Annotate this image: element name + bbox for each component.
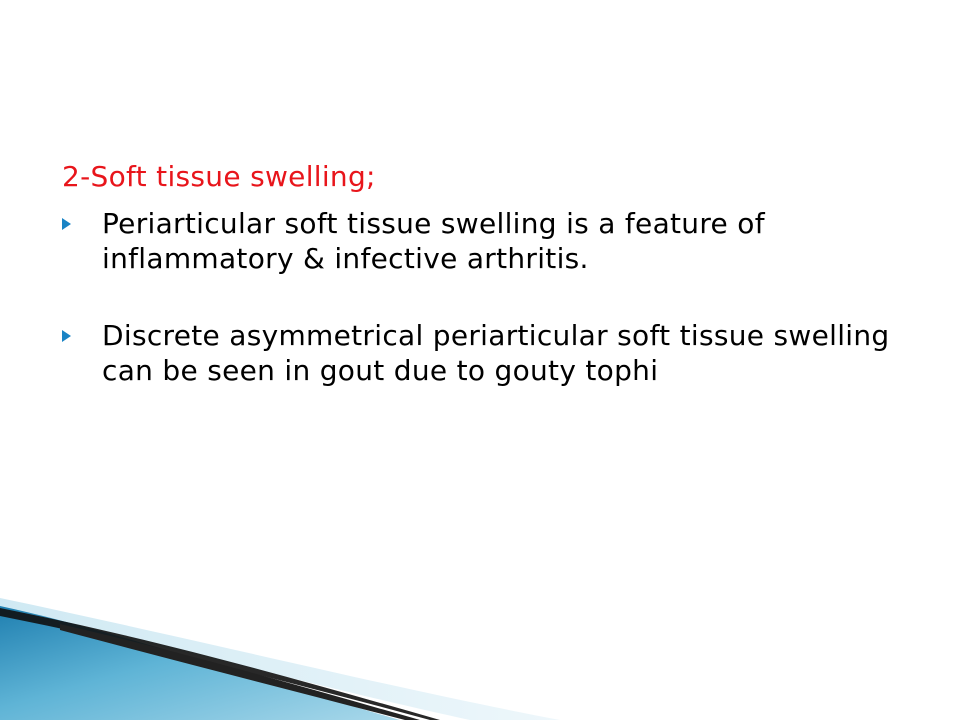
blue-wedge — [0, 606, 400, 720]
bullet-text: Discrete asymmetrical periarticular soft tissue swelling can be seen in gout due to gouty tophi — [102, 319, 890, 387]
slide-heading: 2-Soft tissue swelling; — [62, 160, 376, 193]
bullet-item — [62, 318, 912, 388]
dark-swoosh-2 — [60, 624, 420, 720]
bullet-text: Periarticular soft tissue swelling is a feature of inflammatory & infective arthritis. — [102, 207, 765, 275]
dark-swoosh — [0, 608, 440, 720]
bullet-list — [62, 206, 912, 388]
light-swoosh — [0, 598, 560, 720]
bullet-arrow-icon — [62, 330, 71, 342]
bullet-item — [62, 206, 912, 276]
bullet-arrow-icon — [62, 218, 71, 230]
